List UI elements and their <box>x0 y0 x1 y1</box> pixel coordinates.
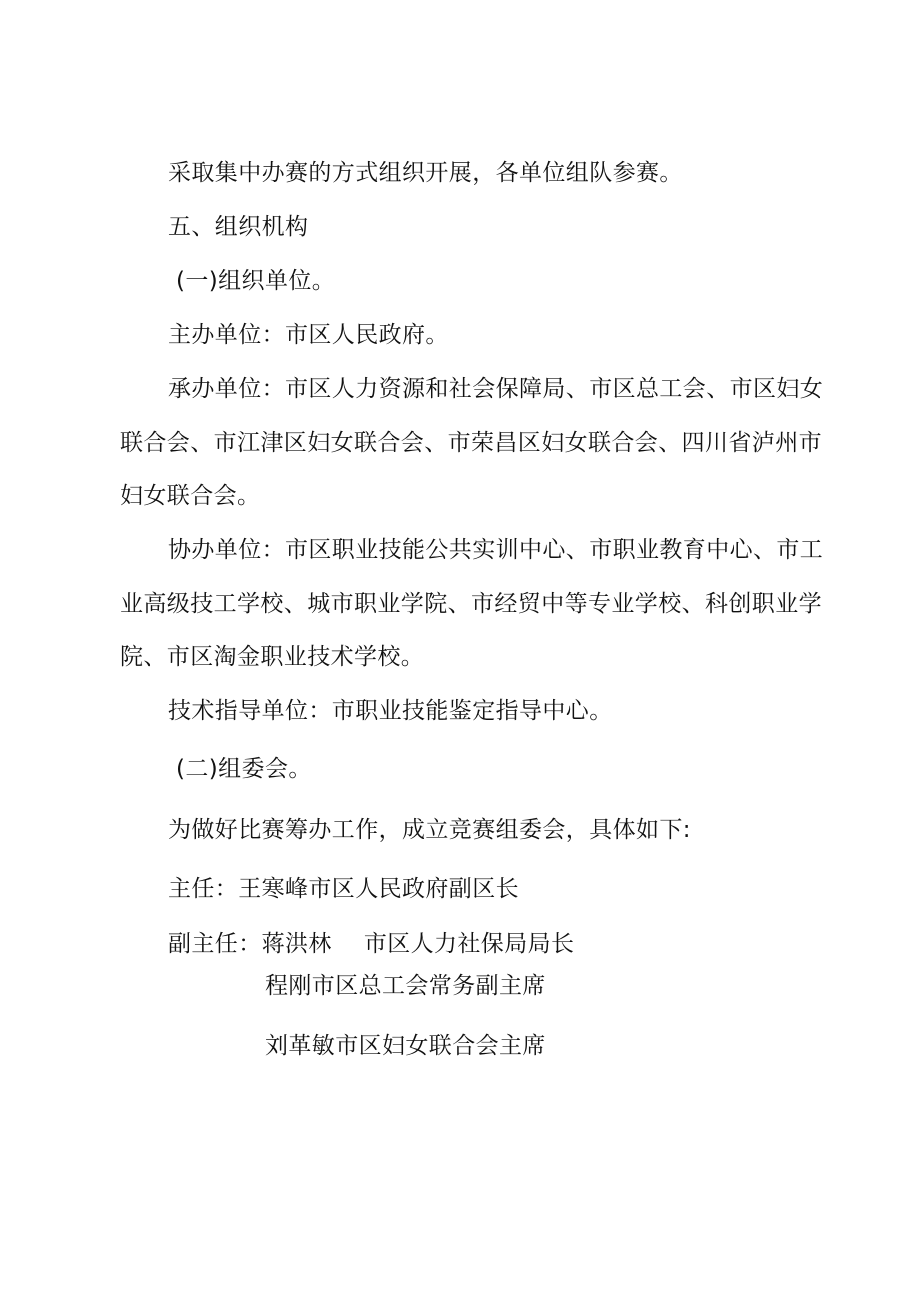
organizer-line-1: 承办单位：市区人力资源和社会保障局、市区总工会、市区妇女 <box>168 376 824 402</box>
deputy-role: 市区人力社保局局长 <box>363 931 575 957</box>
co-organizer-line-3: 院、市区淘金职业技术学校。 <box>120 644 425 670</box>
committee-deputy-1 <box>168 929 574 959</box>
subsection-title-committee: (二)组委会。 <box>176 756 312 782</box>
organizer-line-3: 妇女联合会。 <box>120 483 261 509</box>
committee-deputy-2: 程刚市区总工会常务副主席 <box>265 973 546 999</box>
tech-guide-unit: 技术指导单位：市职业技能鉴定指导中心。 <box>168 698 613 724</box>
paragraph-competition-format: 采取集中办赛的方式组织开展，各单位组队参赛。 <box>168 160 683 186</box>
subsection-title-units: (一)组织单位。 <box>176 268 336 294</box>
co-organizer-line-1: 协办单位：市区职业技能公共实训中心、市职业教育中心、市工 <box>168 537 824 563</box>
deputy-label: 副主任：蒋洪林 <box>168 931 332 957</box>
organizer-line-2: 联合会、市江津区妇女联合会、市荣昌区妇女联合会、四川省泸州市 <box>120 430 822 456</box>
section-title-organization: 五、组织机构 <box>168 214 309 240</box>
host-unit: 主办单位：市区人民政府。 <box>168 322 449 348</box>
co-organizer-line-2: 业高级技工学校、城市职业学院、市经贸中等专业学校、科创职业学 <box>120 591 822 617</box>
committee-director: 主任：王寒峰市区人民政府副区长 <box>168 876 519 902</box>
committee-intro: 为做好比赛筹办工作，成立竞赛组委会，具体如下: <box>168 817 691 843</box>
committee-deputy-3: 刘革敏市区妇女联合会主席 <box>265 1033 546 1059</box>
